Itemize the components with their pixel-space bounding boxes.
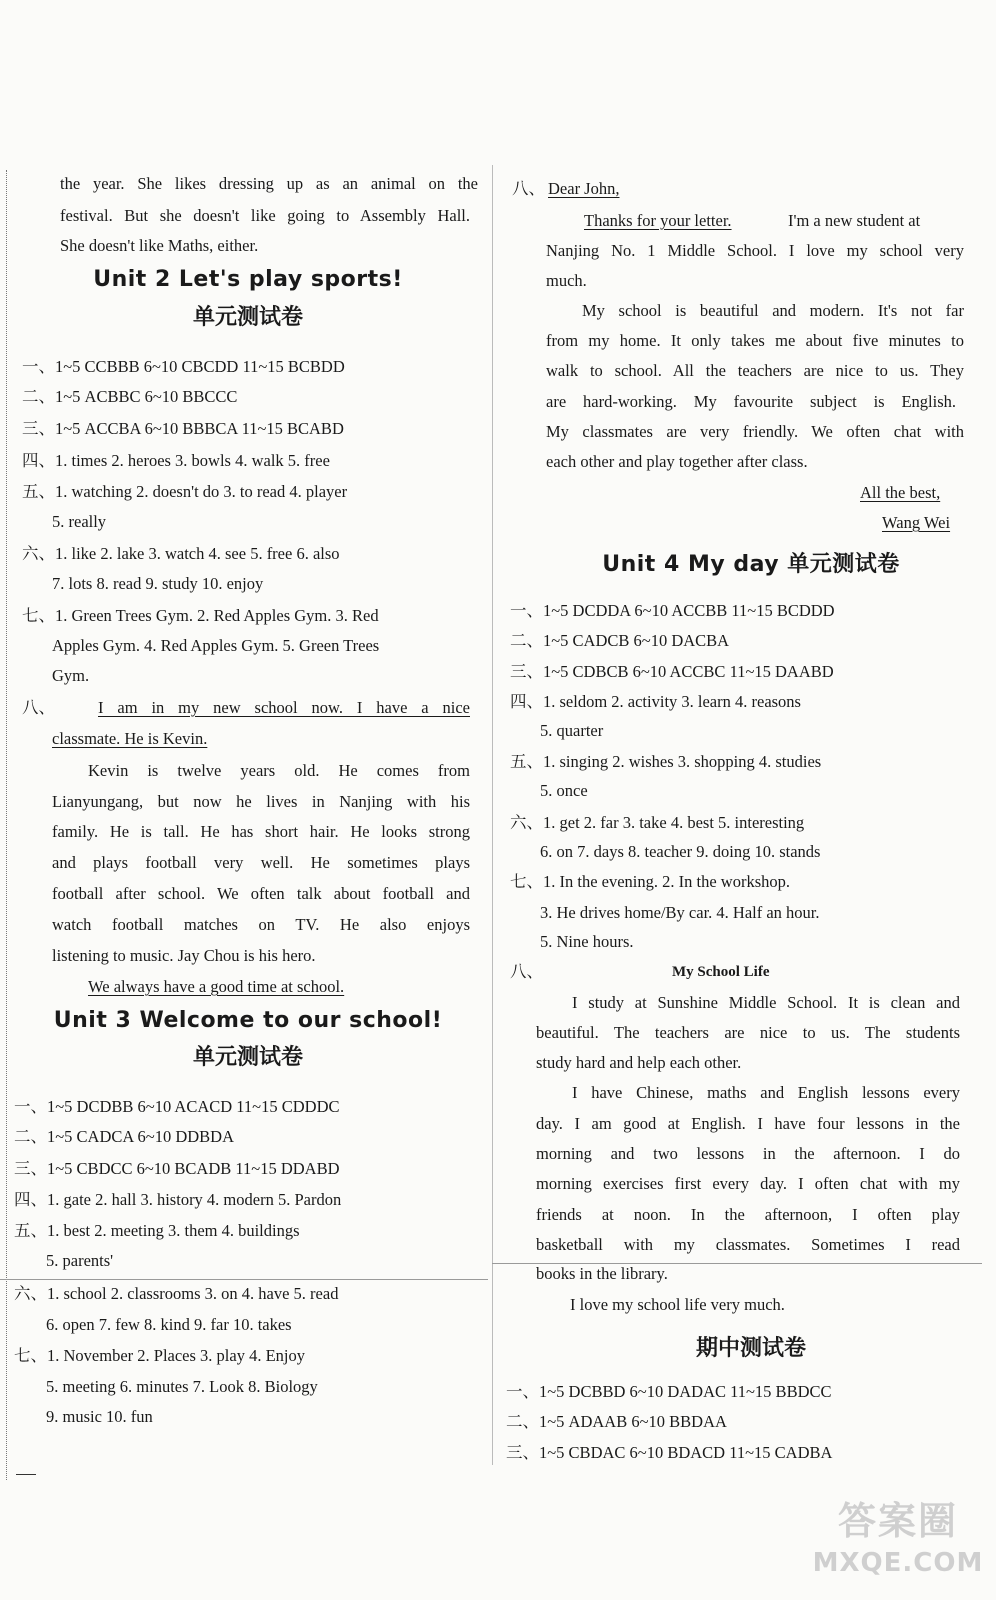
answer-line: 七、1. November 2. Places 3. play 4. Enjoy bbox=[14, 1346, 305, 1365]
essay-closing-sentence: We always have a good time at school. bbox=[88, 977, 345, 996]
watermark-url: MXQE.COM bbox=[812, 1548, 984, 1578]
essay-line: I study at Sunshine Middle School. It is clean and bbox=[572, 993, 960, 1012]
section-eight-label: 八、 bbox=[512, 179, 545, 198]
unit3-title: Unit 3 Welcome to our school! bbox=[53, 1008, 443, 1033]
answer-line: 二、1~5 ADAAB 6~10 BBDAA bbox=[506, 1412, 727, 1431]
answer-line: 四、1. seldom 2. activity 3. learn 4. reasons bbox=[510, 692, 801, 711]
answer-line: 二、1~5 ACBBC 6~10 BBCCC bbox=[22, 387, 238, 406]
answer-line: 六、1. get 2. far 3. take 4. best 5. interesting bbox=[510, 813, 805, 832]
answer-line: 3. He drives home/By car. 4. Half an hour. bbox=[540, 903, 820, 922]
letter-line: My school is beautiful and modern. It's not far bbox=[582, 301, 964, 320]
answer-line: 5. really bbox=[52, 512, 107, 531]
essay-line: I love my school life very much. bbox=[570, 1295, 785, 1314]
letter-line: are hard-working. My favourite subject is English. bbox=[546, 392, 956, 411]
unit2-subtitle: 单元测试卷 bbox=[192, 305, 303, 330]
letter-greeting: Dear John, bbox=[548, 179, 620, 198]
answer-line: 6. open 7. few 8. kind 9. far 10. takes bbox=[46, 1315, 292, 1334]
essay-line: and plays football very well. He sometimes plays bbox=[52, 853, 470, 872]
section-eight-label: 八、 bbox=[510, 962, 543, 981]
essay-line: morning and two lessons in the afternoon. I do bbox=[536, 1144, 960, 1163]
answer-line: 一、1~5 DCBBD 6~10 DADAC 11~15 BBDCC bbox=[506, 1382, 832, 1401]
answer-line: 三、1~5 CBDCC 6~10 BCADB 11~15 DDABD bbox=[14, 1159, 340, 1178]
answer-line: 七、1. In the evening. 2. In the workshop. bbox=[510, 872, 790, 891]
footer-mark bbox=[16, 1474, 36, 1475]
answer-line: 5. meeting 6. minutes 7. Look 8. Biology bbox=[46, 1377, 318, 1396]
unit4-title: Unit 4 My day 单元测试卷 bbox=[602, 552, 900, 577]
letter-line: much. bbox=[546, 271, 587, 290]
answer-line: 六、1. school 2. classrooms 3. on 4. have 5. read bbox=[14, 1284, 339, 1303]
midterm-title: 期中测试卷 bbox=[695, 1336, 806, 1361]
section-eight-label: 八、 bbox=[22, 698, 55, 717]
answer-line: 五、1. singing 2. wishes 3. shopping 4. studies bbox=[510, 752, 822, 771]
answer-line: 5. quarter bbox=[540, 721, 604, 740]
essay-line: watch football matches on TV. He also enjoys bbox=[52, 915, 470, 934]
answer-line: 七、1. Green Trees Gym. 2. Red Apples Gym. 3. Red bbox=[22, 606, 379, 625]
essay-line: football after school. We often talk about football and bbox=[52, 884, 470, 903]
essay-line: morning exercises first every day. I often chat with my bbox=[536, 1174, 960, 1193]
answer-line: 二、1~5 CADCB 6~10 DACBA bbox=[510, 631, 730, 650]
answer-line: 6. on 7. days 8. teacher 9. doing 10. stands bbox=[540, 842, 821, 861]
essay-line: I have Chinese, maths and English lessons every bbox=[572, 1083, 960, 1102]
letter-line: My classmates are very friendly. We often chat with bbox=[546, 422, 964, 441]
letter-line: I'm a new student at bbox=[788, 211, 921, 230]
margin-dotted-line bbox=[6, 170, 7, 1480]
answer-line: 四、1. gate 2. hall 3. history 4. modern 5. Pardon bbox=[14, 1190, 342, 1209]
letter-signature: Wang Wei bbox=[882, 513, 951, 532]
essay-line: beautiful. The teachers are nice to us. The students bbox=[536, 1023, 960, 1042]
intro-line: festival. But she doesn't like going to Assembly Hall. bbox=[60, 206, 470, 225]
answer-line: 六、1. like 2. lake 3. watch 4. see 5. free 6. also bbox=[22, 544, 340, 563]
letter-line: walk to school. All the teachers are nice to us. They bbox=[546, 361, 964, 380]
intro-line: the year. She likes dressing up as an animal on the bbox=[60, 174, 478, 193]
answer-line: 一、1~5 DCDBB 6~10 ACACD 11~15 CDDDC bbox=[14, 1097, 340, 1116]
answer-line: 9. music 10. fun bbox=[46, 1407, 153, 1426]
essay-title: My School Life bbox=[672, 964, 770, 980]
essay-line: Kevin is twelve years old. He comes from bbox=[88, 761, 470, 780]
unit2-title: Unit 2 Let's play sports! bbox=[93, 267, 403, 292]
letter-line: each other and play together after class. bbox=[546, 452, 808, 471]
essay-line: books in the library. bbox=[536, 1264, 668, 1283]
answer-line: 5. Nine hours. bbox=[540, 932, 634, 951]
essay-given-sentence: I am in my new school now. I have a nice bbox=[98, 698, 470, 717]
answer-line: 一、1~5 CCBBB 6~10 CBCDD 11~15 BCBDD bbox=[22, 357, 345, 376]
essay-line: family. He is tall. He has short hair. He looks strong bbox=[52, 822, 470, 841]
answer-line: 三、1~5 ACCBA 6~10 BBBCA 11~15 BCABD bbox=[22, 419, 344, 438]
answer-line: 一、1~5 DCDDA 6~10 ACCBB 11~15 BCDDD bbox=[510, 601, 835, 620]
essay-given-sentence: classmate. He is Kevin. bbox=[52, 729, 208, 748]
answer-line: 5. once bbox=[540, 781, 588, 800]
answer-line: 二、1~5 CADCA 6~10 DDBDA bbox=[14, 1127, 234, 1146]
essay-line: friends at noon. In the afternoon, I often play bbox=[536, 1205, 960, 1224]
essay-line: basketball with my classmates. Sometimes I read bbox=[536, 1235, 960, 1254]
letter-line: from my home. It only takes me about five minutes to bbox=[546, 331, 964, 350]
essay-line: listening to music. Jay Chou is his hero. bbox=[52, 946, 316, 965]
answer-line: 五、1. best 2. meeting 3. them 4. buildings bbox=[14, 1221, 300, 1240]
unit3-subtitle: 单元测试卷 bbox=[192, 1045, 303, 1070]
answer-line: Apples Gym. 4. Red Apples Gym. 5. Green Trees bbox=[52, 636, 380, 655]
scan-fold-line bbox=[0, 1279, 488, 1280]
essay-line: Lianyungang, but now he lives in Nanjing with his bbox=[52, 792, 470, 811]
answer-line: 三、1~5 CBDAC 6~10 BDACD 11~15 CADBA bbox=[506, 1443, 833, 1462]
answer-line: Gym. bbox=[52, 666, 90, 685]
watermark-brand: 答案圈 bbox=[837, 1499, 958, 1543]
answer-line: 三、1~5 CDBCB 6~10 ACCBC 11~15 DAABD bbox=[510, 662, 834, 681]
answer-line: 四、1. times 2. heroes 3. bowls 4. walk 5. free bbox=[22, 451, 330, 470]
letter-signoff: All the best, bbox=[860, 483, 941, 502]
answer-line: 五、1. watching 2. doesn't do 3. to read 4. player bbox=[22, 482, 348, 501]
answer-line: 7. lots 8. read 9. study 10. enjoy bbox=[52, 574, 264, 593]
column-divider bbox=[492, 165, 493, 1465]
site-watermark bbox=[808, 1496, 988, 1592]
letter-given-sentence: Thanks for your letter. bbox=[584, 211, 732, 230]
letter-line: Nanjing No. 1 Middle School. I love my school very bbox=[546, 241, 964, 260]
intro-line: She doesn't like Maths, either. bbox=[60, 236, 259, 255]
essay-line: day. I am good at English. I have four lessons in the bbox=[536, 1114, 960, 1133]
answer-line: 5. parents' bbox=[46, 1251, 114, 1270]
essay-line: study hard and help each other. bbox=[536, 1053, 742, 1072]
